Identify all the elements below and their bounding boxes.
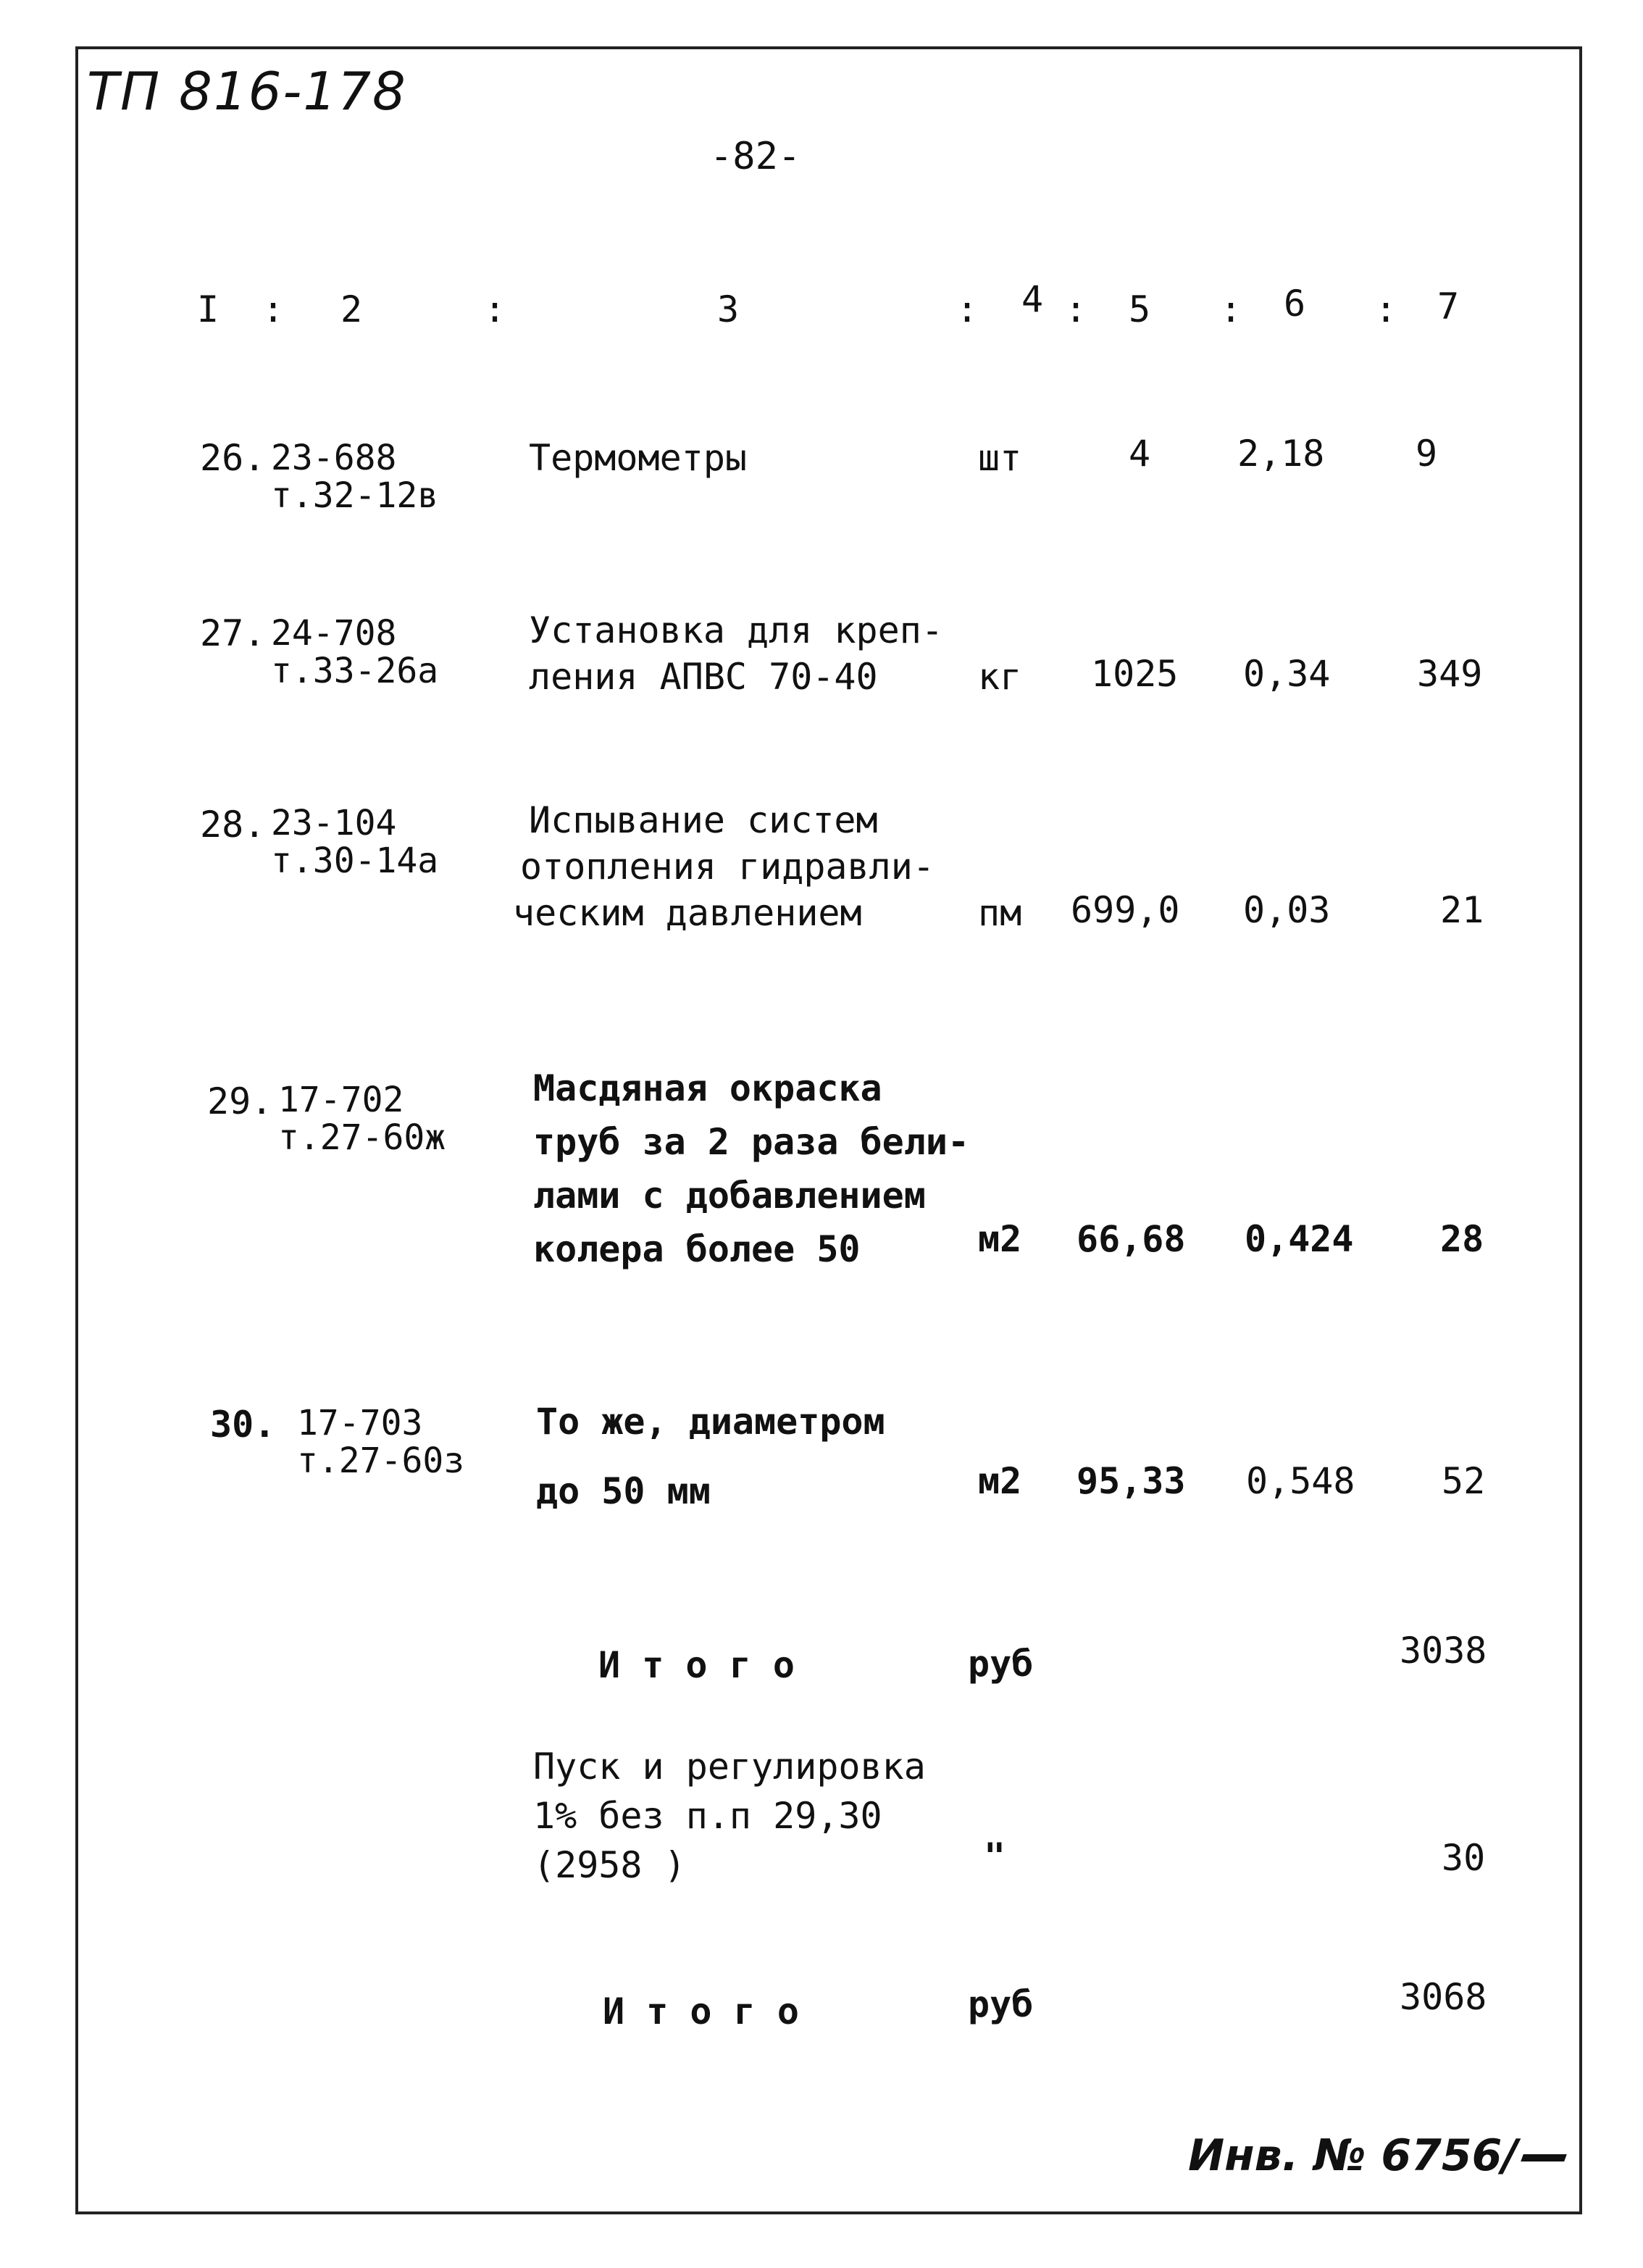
row-code: 23-104	[271, 803, 397, 843]
row-description-line: Термометры	[529, 437, 748, 479]
handwritten-mark	[1521, 2154, 1567, 2161]
row-description-line: Испывание систем	[529, 799, 878, 841]
row-number: 28.	[200, 804, 266, 846]
row-description-line: лами с добавлением	[533, 1175, 926, 1217]
startup-description-line: (2958 )	[533, 1844, 686, 1886]
col-header-2: 2	[340, 288, 363, 330]
inventory-number: Инв. № 6756/	[1188, 2130, 1518, 2181]
inventory-stamp	[1188, 2130, 1565, 2181]
row-description-line: труб за 2 раза бели-	[533, 1121, 970, 1163]
frame-left-border	[75, 46, 78, 2213]
row-code: 17-702	[278, 1080, 404, 1120]
col-separator: :	[956, 288, 979, 330]
col-header-3: 3	[717, 288, 740, 330]
row-description-line: То же, диаметром	[536, 1401, 885, 1443]
col-header-5: 5	[1129, 288, 1151, 330]
row-code-table: т.32-12в	[271, 475, 439, 516]
col-separator: :	[1375, 288, 1397, 330]
row-price: 0,03	[1243, 889, 1331, 931]
row-description-line: Установка для креп-	[529, 609, 943, 651]
startup-unit-ditto: "	[984, 1835, 1006, 1877]
row-total: 28	[1440, 1218, 1484, 1260]
row-description-line: ления АПВС 70-40	[529, 656, 878, 698]
row-unit: шт	[978, 437, 1022, 479]
row-unit: м2	[978, 1218, 1022, 1260]
col-separator: :	[1220, 288, 1242, 330]
row-price: 2,18	[1237, 433, 1325, 475]
total-unit: руб	[968, 1983, 1034, 2025]
col-header-6: 6	[1284, 283, 1306, 325]
col-header-1: I	[197, 288, 220, 330]
row-unit: м2	[978, 1460, 1022, 1502]
row-number: 30.	[210, 1404, 276, 1446]
row-total: 21	[1440, 889, 1484, 931]
row-quantity: 66,68	[1076, 1218, 1186, 1260]
row-description-line: Масдяная окраска	[533, 1067, 882, 1109]
row-unit: кг	[978, 656, 1022, 698]
frame-top-border	[75, 46, 1582, 49]
col-header-4: 4	[1021, 278, 1044, 320]
row-total: 52	[1442, 1460, 1486, 1502]
row-number: 26.	[200, 437, 266, 479]
row-total: 349	[1417, 653, 1483, 695]
row-code: 23-688	[271, 438, 397, 478]
row-code-table: т.33-26а	[271, 651, 439, 691]
frame-bottom-border	[75, 2211, 1582, 2214]
document-code: ТП 816-178	[87, 61, 407, 122]
row-quantity: 699,0	[1071, 889, 1180, 931]
col-header-7: 7	[1437, 285, 1460, 328]
row-code-table: т.30-14а	[271, 841, 439, 881]
row-quantity: 4	[1129, 433, 1151, 475]
row-price: 0,548	[1246, 1460, 1355, 1502]
row-number: 27.	[200, 612, 266, 654]
row-description-line: до 50 мм	[536, 1470, 711, 1512]
row-code-table: т.27-60ж	[278, 1117, 446, 1158]
col-separator: :	[1065, 288, 1087, 330]
row-number: 29.	[207, 1080, 273, 1122]
row-unit: пм	[978, 892, 1022, 934]
row-total: 9	[1416, 433, 1438, 475]
total-amount: 3068	[1400, 1976, 1487, 2018]
subtotal-label: И т о г о	[598, 1644, 795, 1686]
row-description-line: отопления гидравли-	[520, 846, 935, 888]
page-number: -82-	[710, 135, 801, 178]
row-price: 0,34	[1243, 653, 1331, 695]
startup-description-line: 1% без п.п 29,30	[533, 1795, 882, 1837]
row-description-line: колера более 50	[533, 1228, 861, 1270]
row-code: 17-703	[297, 1403, 423, 1443]
row-price: 0,424	[1245, 1218, 1354, 1260]
total-label: И т о г о	[603, 1990, 799, 2033]
startup-description-line: Пуск и регулировка	[533, 1746, 926, 1788]
row-description-line: ческим давлением	[513, 892, 862, 934]
row-quantity: 95,33	[1076, 1460, 1186, 1502]
startup-amount: 30	[1442, 1837, 1486, 1879]
subtotal-amount: 3038	[1400, 1630, 1487, 1672]
col-separator: :	[484, 288, 506, 330]
frame-right-border	[1579, 46, 1582, 2213]
subtotal-unit: руб	[968, 1643, 1034, 1685]
row-quantity: 1025	[1091, 653, 1179, 695]
row-code: 24-708	[271, 613, 397, 654]
col-separator: :	[262, 288, 285, 330]
row-code-table: т.27-60з	[297, 1441, 465, 1481]
